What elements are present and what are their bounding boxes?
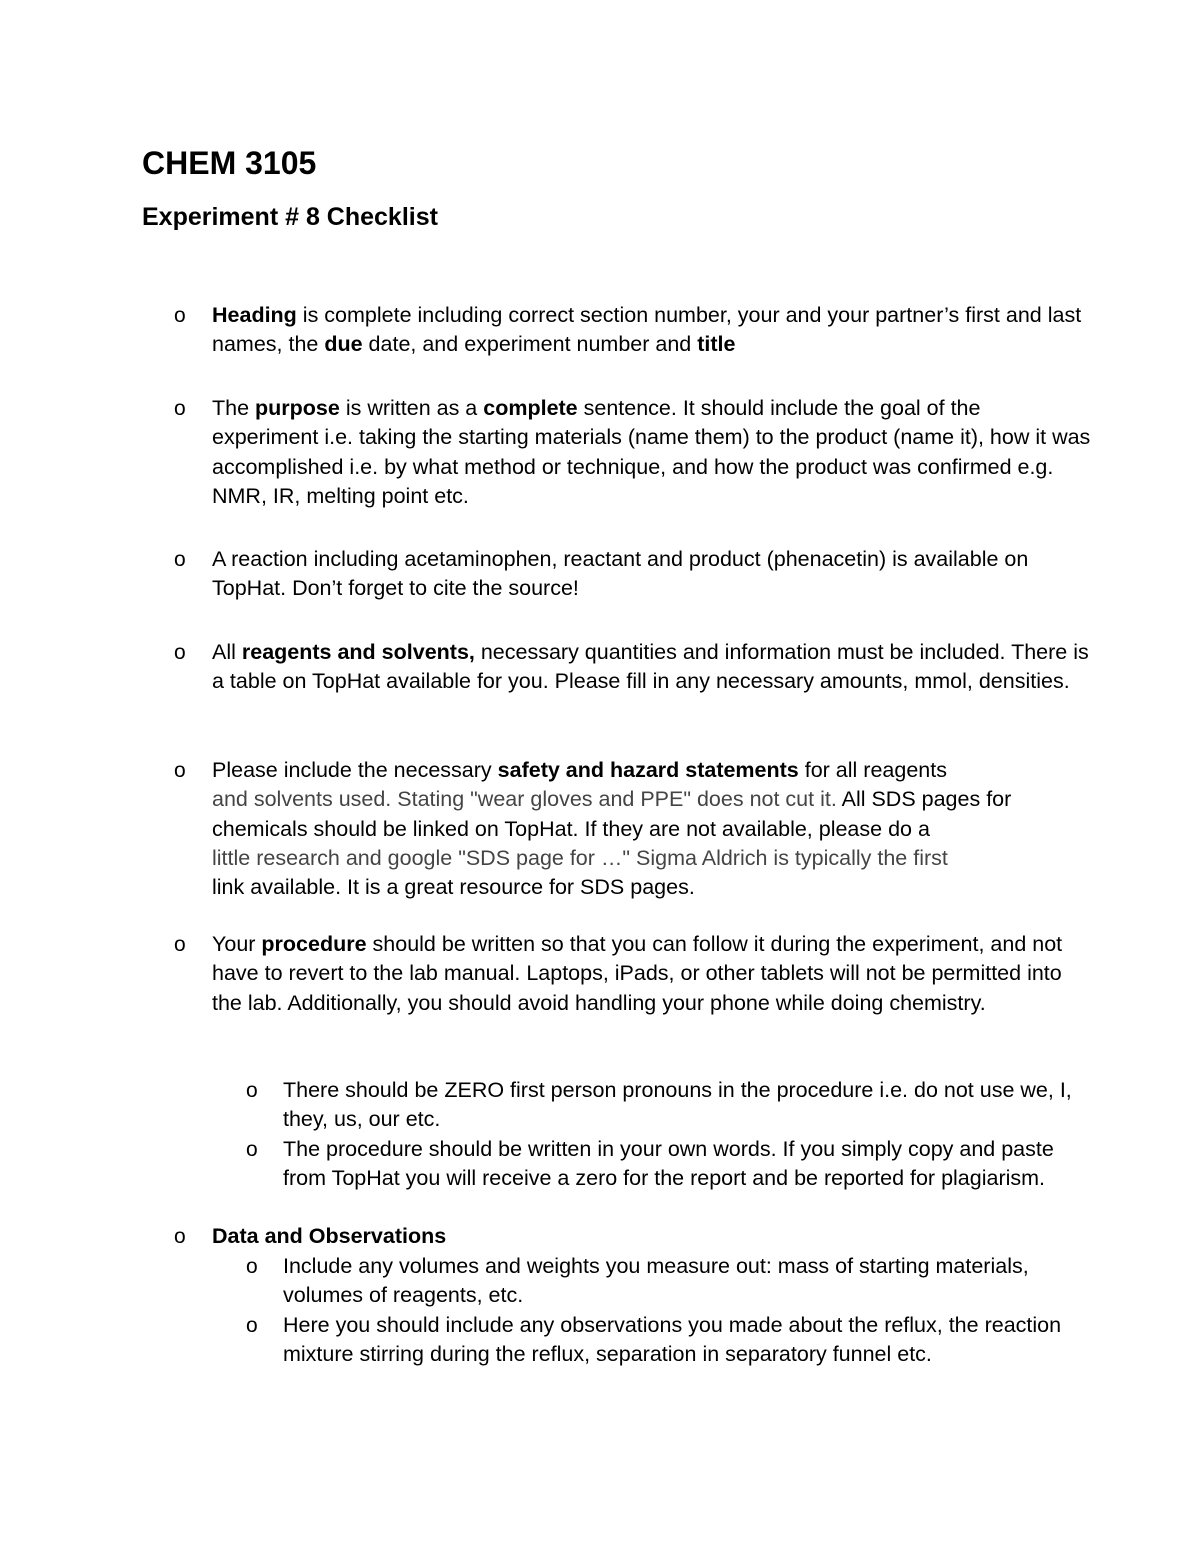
item-text: for all reagents: [798, 758, 947, 782]
checklist-title: Experiment # 8 Checklist: [142, 203, 438, 231]
item-text: All: [212, 640, 242, 664]
item-text: There should be ZERO first person pronouns in the procedure i.e. do not use we, I, they, us, our etc.: [283, 1078, 1072, 1132]
checkbox-bullet-icon: o: [246, 1314, 258, 1337]
item-text: The: [212, 396, 256, 420]
bold-text: Heading: [212, 303, 297, 327]
checklist-item-data: [174, 1222, 1092, 1251]
checklist-subitem-observations: [246, 1311, 1083, 1370]
checkbox-bullet-icon: o: [174, 304, 186, 327]
checklist-item-reaction: [174, 545, 1092, 604]
checkbox-bullet-icon: o: [174, 933, 186, 956]
course-title: CHEM 3105: [142, 145, 317, 181]
bold-text: due: [324, 332, 363, 357]
checklist-subitem-pronouns: [246, 1076, 1083, 1135]
checklist-item-reagents: [174, 638, 1092, 697]
item-text: sentence. It should include the goal of the experiment i.e. taking the starting materials (name them) to the product (name it), how it was accomplished i.e. by what method or technique, and how the product was confirmed e.g. NMR, IR, melting point etc.: [212, 396, 1091, 508]
item-text: All SDS pages for chemicals should be linked on TopHat. If they are not available, please do a: [212, 787, 1012, 841]
bold-text: procedure: [261, 932, 367, 956]
bold-text: safety and hazard statements: [497, 758, 799, 782]
item-text: link available. It is a great resource for SDS pages.: [212, 875, 695, 900]
checkbox-bullet-icon: o: [174, 641, 186, 664]
bold-text: complete: [483, 396, 578, 420]
checklist-item-purpose: [174, 394, 1092, 511]
item-text-grey: and solvents used. Stating "wear gloves and PPE" does not cut it.: [212, 787, 837, 812]
item-text: necessary quantities and information must be included. There is a table on TopHat available for you. Please fill in any necessary amounts, mmol, densities.: [212, 640, 1089, 694]
checkbox-bullet-icon: o: [174, 1225, 186, 1248]
item-text: is complete including correct section number, your and your partner’s first and last names, the: [212, 303, 1082, 357]
item-text: The procedure should be written in your own words. If you simply copy and paste from TopHat you will receive a zero for the report and be reported for plagiarism.: [283, 1137, 1054, 1191]
checkbox-bullet-icon: o: [246, 1079, 258, 1102]
checklist-subitem-own-words: [246, 1135, 1083, 1194]
item-text: should be written so that you can follow it during the experiment, and not have to revert to the lab manual. Laptops, iPads, or other tablets will not be permitted into the lab. Additionally, you should avoid handling your phone while doing chemistry.: [212, 932, 1063, 1015]
bold-text: Data and Observations: [212, 1224, 447, 1248]
bold-text: title: [697, 332, 736, 357]
checklist-item-procedure: [174, 930, 1092, 1018]
item-text-grey: little research and google "SDS page for …" Sigma Aldrich is typically the first: [212, 845, 948, 870]
checkbox-bullet-icon: o: [174, 397, 186, 420]
checkbox-bullet-icon: o: [174, 548, 186, 571]
item-text: Here you should include any observations you made about the reflux, the reaction mixture stirring during the reflux, separation in separatory funnel etc.: [283, 1313, 1062, 1367]
checkbox-bullet-icon: o: [246, 1138, 258, 1161]
bold-text: purpose: [255, 396, 340, 420]
checkbox-bullet-icon: o: [246, 1255, 258, 1278]
bold-text: reagents and solvents,: [241, 640, 475, 664]
item-text: Please include the necessary: [212, 758, 498, 782]
checklist-item-heading: [174, 301, 1092, 360]
checklist-subitem-volumes: [246, 1252, 1083, 1311]
item-text: Your: [212, 932, 262, 956]
item-text: A reaction including acetaminophen, reactant and product (phenacetin) is available on TopHat. Don’t forget to cite the source!: [212, 547, 1029, 601]
item-text: is written as a: [339, 396, 484, 420]
checklist-item-safety: [174, 756, 1092, 902]
checkbox-bullet-icon: o: [174, 759, 186, 782]
item-text: Include any volumes and weights you measure out: mass of starting materials, volumes of reagents, etc.: [283, 1254, 1029, 1308]
item-text: date, and experiment number and: [362, 332, 698, 357]
